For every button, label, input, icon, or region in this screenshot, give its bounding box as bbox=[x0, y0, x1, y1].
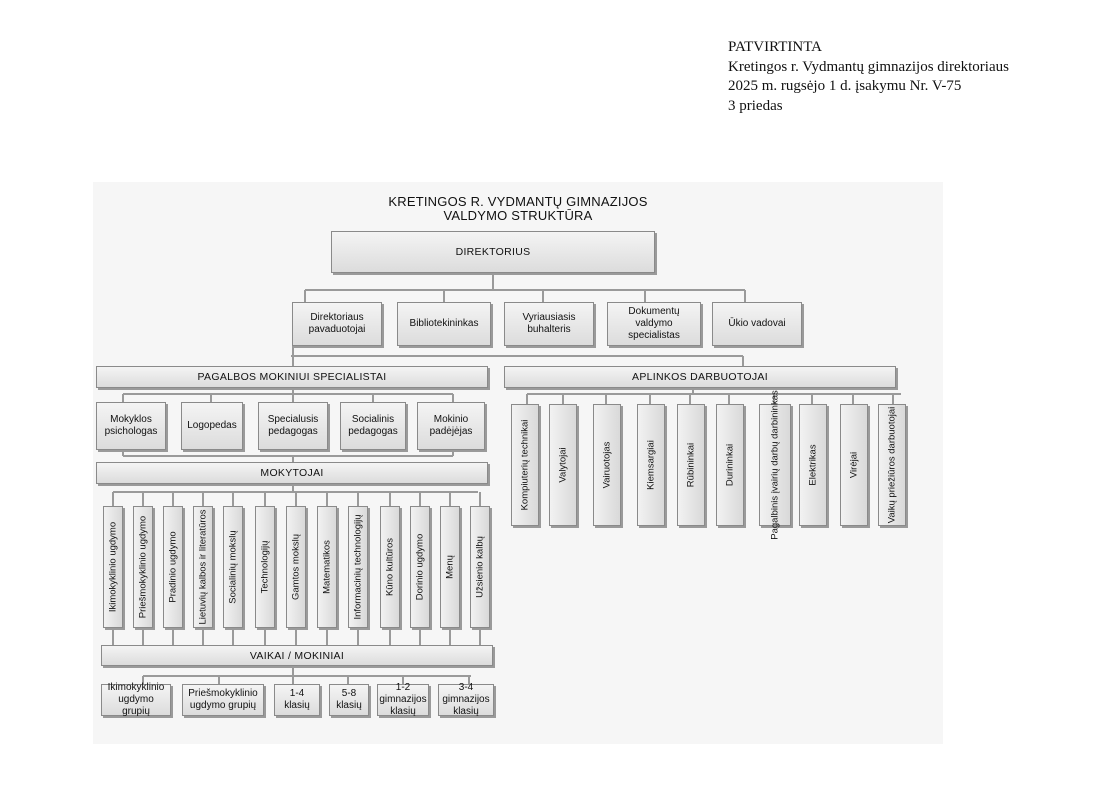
teacher-box bbox=[255, 506, 275, 628]
teacher-label: Lietuvių kalbos ir literatūros bbox=[197, 509, 209, 625]
environment-label: Virėjai bbox=[848, 451, 860, 479]
student-box: 5-8 klasių bbox=[329, 684, 369, 716]
management-box-librarian: Bibliotekininkas bbox=[397, 302, 491, 346]
environment-box bbox=[878, 404, 906, 526]
environment-box bbox=[759, 390, 791, 540]
director-box: DIREKTORIUS bbox=[331, 231, 655, 273]
students-header: VAIKAI / MOKINIAI bbox=[101, 645, 493, 666]
approval-line-3: 2025 m. rugsėjo 1 d. įsakymu Nr. V-75 bbox=[728, 78, 962, 94]
student-box: 1-2 gimnazijos klasių bbox=[377, 684, 429, 716]
environment-box bbox=[637, 404, 665, 526]
chart-title-line-1: KRETINGOS R. VYDMANTŲ GIMNAZIJOS bbox=[388, 194, 648, 209]
environment-header: APLINKOS DARBUOTOJAI bbox=[504, 366, 896, 388]
teachers-header: MOKYTOJAI bbox=[96, 462, 488, 484]
environment-label: Vaikų priežiūros darbuotojai bbox=[886, 406, 898, 524]
teacher-label: Socialinių mokslų bbox=[227, 530, 239, 604]
approval-line-1: PATVIRTINTA bbox=[728, 39, 823, 55]
environment-label: Elektrikas bbox=[807, 444, 819, 486]
environment-box bbox=[511, 404, 539, 526]
teacher-box bbox=[317, 506, 337, 628]
support-box-teacher-assistant: Mokinio padėjėjas bbox=[417, 402, 485, 450]
teacher-label: Gamtos mokslų bbox=[290, 534, 302, 600]
management-box-facility-managers: Ūkio vadovai bbox=[712, 302, 802, 346]
teacher-box bbox=[103, 506, 123, 628]
environment-label: Rūbininkai bbox=[685, 442, 697, 488]
teacher-box bbox=[470, 506, 490, 628]
environment-label: Pagalbinis įvairių darbų darbininkas bbox=[769, 390, 781, 540]
teacher-box bbox=[410, 506, 430, 628]
environment-label: Vairuotojas bbox=[601, 441, 613, 489]
teacher-label: Informacinių technologijų bbox=[352, 514, 364, 620]
environment-label: Valytojai bbox=[557, 447, 569, 483]
teacher-box bbox=[380, 506, 400, 628]
management-box-chief-accountant: Vyriausiasis buhalteris bbox=[504, 302, 594, 346]
teacher-box bbox=[223, 506, 243, 628]
teacher-box bbox=[286, 506, 306, 628]
management-box-document-specialist: Dokumentų valdymo specialistas bbox=[607, 302, 701, 346]
student-box: 3-4 gimnazijos klasių bbox=[438, 684, 494, 716]
teacher-box bbox=[348, 506, 368, 628]
environment-box bbox=[593, 404, 621, 526]
teacher-box bbox=[133, 506, 153, 628]
environment-box bbox=[840, 404, 868, 526]
approval-line-2: Kretingos r. Vydmantų gimnazijos direktoriaus bbox=[728, 58, 1009, 75]
teacher-box bbox=[163, 506, 183, 628]
teacher-label: Technologijų bbox=[259, 540, 271, 594]
environment-label: Kompiuterių technikai bbox=[519, 419, 531, 511]
teacher-label: Priešmokyklinio ugdymo bbox=[137, 515, 149, 619]
environment-box bbox=[799, 404, 827, 526]
teacher-label: Užsienio kalbų bbox=[474, 536, 486, 598]
teacher-label: Menų bbox=[444, 555, 456, 579]
environment-box bbox=[549, 404, 577, 526]
support-box-social-educator: Socialinis pedagogas bbox=[340, 402, 406, 450]
approval-block bbox=[728, 38, 1009, 116]
support-box-special-educator: Specialusis pedagogas bbox=[258, 402, 328, 450]
support-box-psychologist: Mokyklos psichologas bbox=[96, 402, 166, 450]
support-header: PAGALBOS MOKINIUI SPECIALISTAI bbox=[96, 366, 488, 388]
teacher-box bbox=[440, 506, 460, 628]
teacher-label: Pradinio ugdymo bbox=[167, 531, 179, 603]
student-box: Ikimokyklinio ugdymo grupių bbox=[101, 684, 171, 716]
environment-label: Kiemsargiai bbox=[645, 440, 657, 490]
environment-box bbox=[716, 404, 744, 526]
teacher-box bbox=[193, 506, 213, 628]
teacher-label: Matematikos bbox=[321, 540, 333, 594]
environment-label: Durininkai bbox=[724, 443, 736, 487]
teacher-label: Ikimokyklinio ugdymo bbox=[107, 521, 119, 613]
student-box: Priešmokyklinio ugdymo grupių bbox=[182, 684, 264, 716]
environment-box bbox=[677, 404, 705, 526]
chart-title-line-2: VALDYMO STRUKTŪRA bbox=[443, 208, 593, 223]
teacher-label: Kūno kultūros bbox=[384, 537, 396, 597]
management-box-deputies: Direktoriaus pavaduotojai bbox=[292, 302, 382, 346]
approval-line-4: 3 priedas bbox=[728, 97, 783, 114]
teacher-label: Dorinio ugdymo bbox=[414, 533, 426, 601]
student-box: 1-4 klasių bbox=[274, 684, 320, 716]
support-box-speech-therapist: Logopedas bbox=[181, 402, 243, 450]
org-chart bbox=[93, 182, 943, 744]
